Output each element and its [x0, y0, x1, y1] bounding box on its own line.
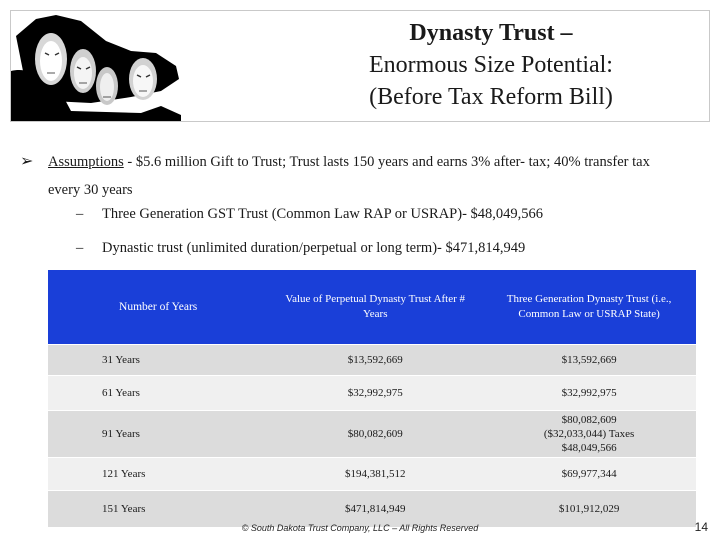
assumptions-heading: Assumptions: [48, 154, 124, 170]
cell-three-gen: $13,592,669: [482, 345, 696, 376]
cell-perpetual: $32,992,975: [268, 376, 482, 411]
table-row: [48, 376, 696, 411]
cell-three-gen: $32,992,975: [482, 376, 696, 411]
dash-bullet-icon: –: [76, 206, 84, 222]
assumptions-text: - $5.6 million Gift to Trust; Trust lasts 150 years and earns 3% after- tax; 40% transfer tax every 30 years: [48, 154, 650, 198]
page-number: 14: [694, 520, 708, 534]
cell-perpetual: $80,082,609: [268, 411, 482, 458]
three-gen-value: $80,082,609: [561, 414, 617, 426]
title-line-2: Enormous Size Potential:: [369, 52, 613, 78]
header-three-generation: Three Generation Dynasty Trust (i.e., Common Law or USRAP State): [482, 270, 696, 345]
table-row: [48, 345, 696, 376]
cell-perpetual: $471,814,949: [268, 491, 482, 528]
sub-bullet-dynastic-trust: [76, 238, 525, 258]
cell-years: 121 Years: [48, 458, 268, 491]
assumptions-bullet: [20, 148, 678, 204]
three-gen-taxes: ($32,033,044) Taxes: [543, 428, 635, 440]
copyright-footer: © South Dakota Trust Company, LLC – All Rights Reserved: [241, 523, 479, 533]
cell-three-gen: [482, 411, 696, 458]
slide-title: [286, 17, 696, 113]
header-box: [10, 10, 710, 122]
comparison-table: [48, 270, 696, 527]
title-line-1: Dynasty Trust –: [409, 20, 573, 46]
table-row: [48, 491, 696, 528]
cell-perpetual: $194,381,512: [268, 458, 482, 491]
cell-three-gen: $69,977,344: [482, 458, 696, 491]
sub-bullet-text: Three Generation GST Trust (Common Law RAP or USRAP)- $48,049,566: [102, 206, 544, 222]
dash-bullet-icon: –: [76, 240, 84, 256]
cell-three-gen: $101,912,029: [482, 491, 696, 528]
table-row: [48, 411, 696, 458]
cell-perpetual: $13,592,669: [268, 345, 482, 376]
mount-rushmore-photo: [11, 11, 181, 121]
table-header-row: [48, 270, 696, 345]
title-line-3: (Before Tax Reform Bill): [369, 84, 613, 110]
cell-years: 61 Years: [48, 376, 268, 411]
sub-bullet-text: Dynastic trust (unlimited duration/perpetual or long term)- $471,814,949: [102, 240, 526, 256]
arrow-bullet-icon: ➢: [20, 153, 34, 170]
header-number-of-years: Number of Years: [48, 270, 268, 345]
three-gen-net: $48,049,566: [561, 442, 617, 454]
cell-years: 151 Years: [48, 491, 268, 528]
sub-bullet-gst-trust: [76, 204, 543, 224]
header-perpetual-value: Value of Perpetual Dynasty Trust After # Years: [268, 270, 482, 345]
cell-years: 91 Years: [48, 411, 268, 458]
cell-years: 31 Years: [48, 345, 268, 376]
table-row: [48, 458, 696, 491]
